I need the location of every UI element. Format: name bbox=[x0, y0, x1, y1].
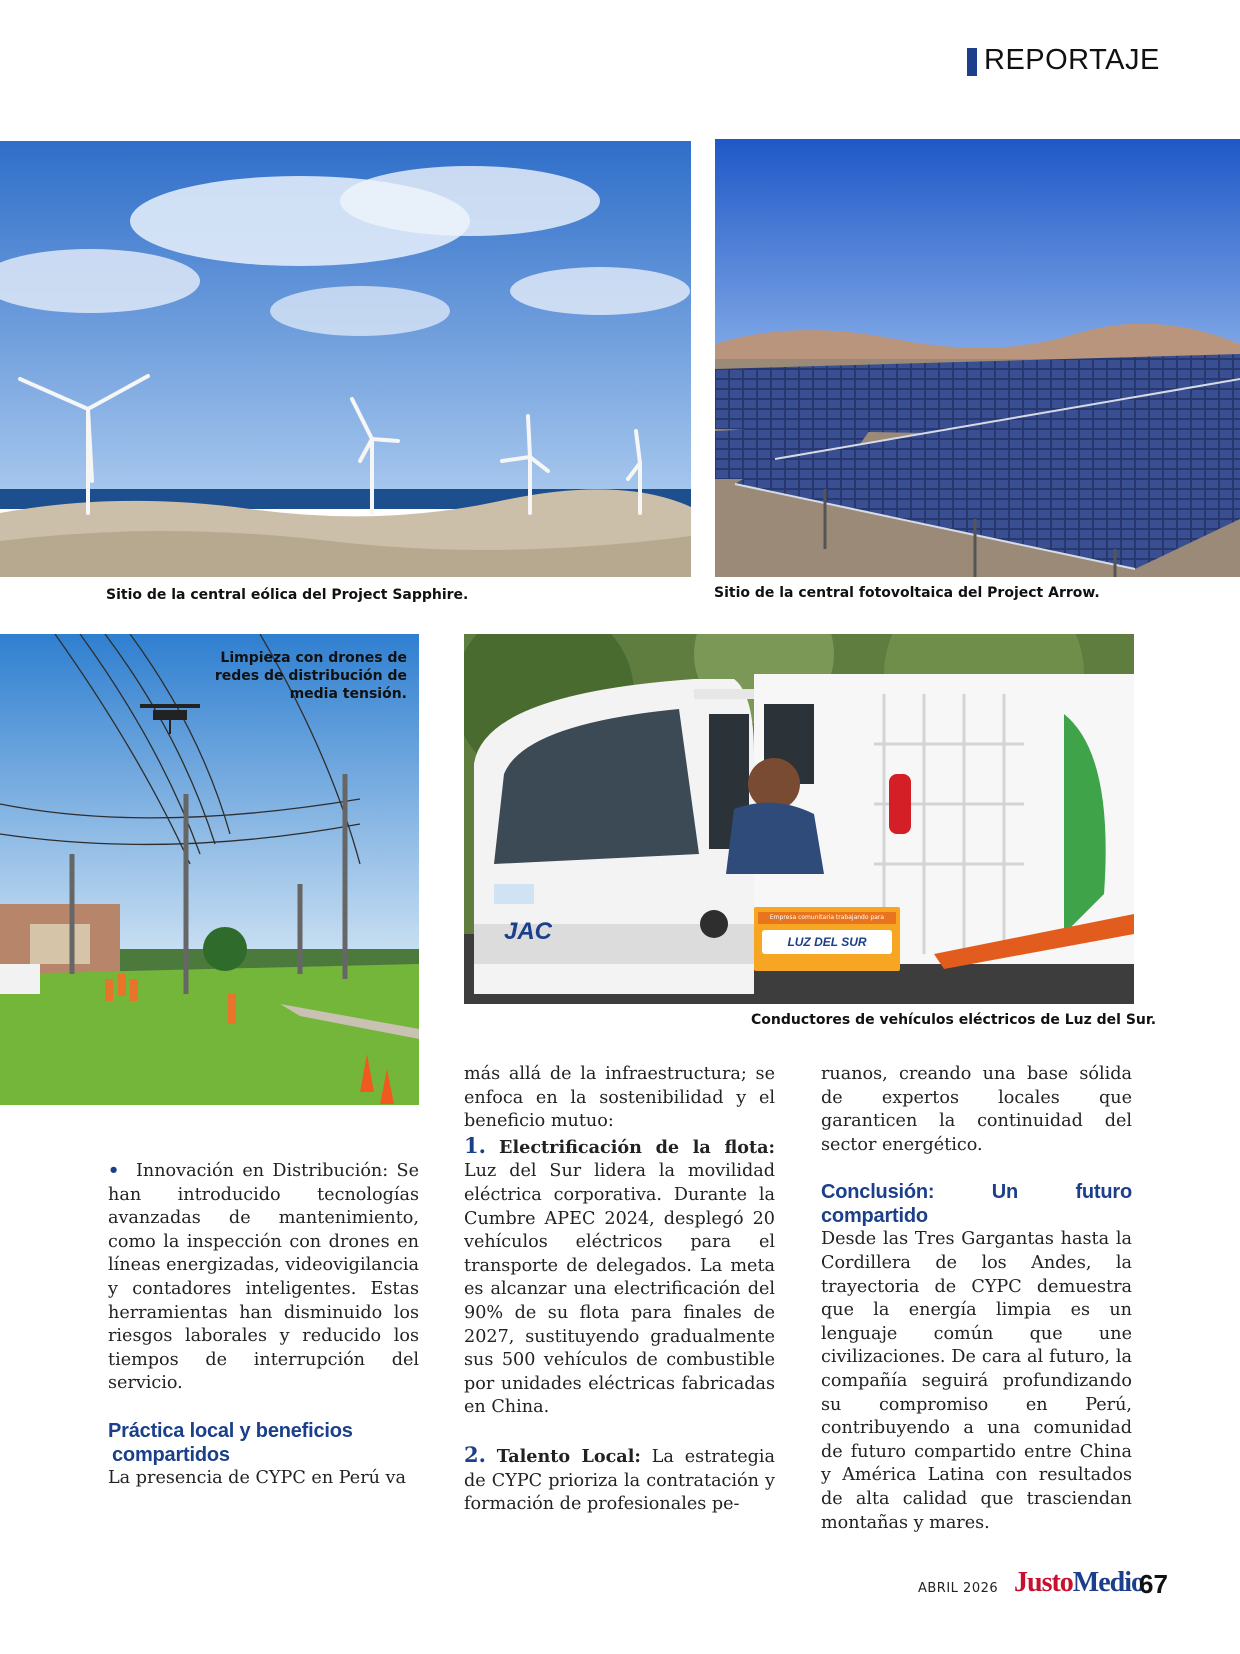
text-column-1 bbox=[108, 1159, 419, 1491]
truck-brand-label: JAC bbox=[504, 918, 553, 945]
drone-cleaning-photo bbox=[0, 634, 419, 1105]
cypc-presence-paragraph: La presencia de CYPC en Perú va bbox=[108, 1467, 406, 1488]
local-practice-heading bbox=[108, 1419, 419, 1467]
heading-line: compartidos bbox=[112, 1443, 230, 1466]
bullet-icon: • bbox=[108, 1160, 120, 1181]
section-label: REPORTAJE bbox=[984, 44, 1160, 76]
brand-part: Medio bbox=[1072, 1567, 1145, 1598]
local-experts-paragraph: ruanos, creando una base sólida de expertos locales que garanticen la continuidad del sector energético. bbox=[821, 1064, 1132, 1155]
heading-line: Práctica local y beneficios bbox=[108, 1419, 353, 1442]
drone-photo-caption bbox=[200, 649, 407, 703]
conclusion-paragraph: Desde las Tres Gargantas hasta la Cordillera de los Andes, la trayectoria de CYPC demuestra que la energía limpia es un lenguaje común que une civilizaciones. De cara al futuro, la compañía seguirá profundizando su compromiso en Perú, contribuyendo a una comunidad de futuro compartido entre China y América Latina con resultados de alta calidad que trasciendan montañas y mares. bbox=[821, 1229, 1132, 1533]
item-text: La estrategia de CYPC prioriza la contratación y formación de profesionales pe- bbox=[464, 1446, 776, 1515]
brand-part: Justo bbox=[1014, 1567, 1073, 1598]
luz-del-sur-logo: LUZ DEL SUR bbox=[762, 930, 892, 954]
page-number: 67 bbox=[1139, 1569, 1168, 1599]
distribution-innovation-paragraph bbox=[108, 1159, 419, 1396]
drone-caption-line: Limpieza con drones de bbox=[220, 650, 407, 666]
solar-farm-photo bbox=[715, 139, 1240, 577]
distribution-innovation-text: Innovación en Distribución: Se han introducido tecnologías avanzadas de mantenimiento, como la inspección con drones en líneas energizadas, videovigilancia y contadores inteligentes. Estas herramientas han disminuido los riesgos laborales y reducido los tiempos de interrupción del servicio. bbox=[108, 1161, 419, 1394]
local-talent-item bbox=[464, 1443, 775, 1517]
issue-date: ABRIL 2026 bbox=[918, 1581, 999, 1596]
text-column-2 bbox=[464, 1063, 775, 1517]
sustainability-intro-paragraph: más allá de la infraestructura; se enfoca en la sostenibilidad y el beneficio mutuo: bbox=[464, 1064, 775, 1132]
item-title: Talento Local: bbox=[496, 1445, 641, 1467]
luz-del-sur-sticker bbox=[754, 907, 900, 971]
solar-farm-caption: Sitio de la central fotovoltaica del Project Arrow. bbox=[714, 585, 1100, 601]
item-number: 1. bbox=[464, 1132, 486, 1158]
wind-farm-photo bbox=[0, 141, 691, 577]
wind-farm-caption: Sitio de la central eólica del Project Sapphire. bbox=[106, 587, 469, 603]
fleet-electrification-item bbox=[464, 1134, 775, 1420]
item-number: 2. bbox=[464, 1441, 486, 1467]
item-title: Electrificación de la flota: bbox=[499, 1136, 775, 1158]
conclusion-heading: Conclusión: Un futuro compartido bbox=[821, 1181, 1132, 1228]
item-text: Luz del Sur lidera la movilidad eléctrica corporativa. Durante la Cumbre APEC 2024, desplegó 20 vehículos eléctricos para el transporte de delegados. La meta es alcanzar una electrificación del 90% de su flota para finales de 2027, sustituyendo gradualmente sus 500 vehículos de combustible por unidades eléctricas fabricadas en China. bbox=[464, 1161, 775, 1418]
electric-truck-photo bbox=[464, 634, 1134, 1004]
sticker-small-text: Empresa comunitaria trabajando para bbox=[758, 912, 896, 924]
drone-caption-line: media tensión. bbox=[289, 686, 407, 702]
magazine-logo bbox=[1014, 1567, 1144, 1599]
text-column-3 bbox=[821, 1063, 1132, 1535]
drone-caption-line: redes de distribución de bbox=[214, 668, 407, 684]
electric-truck-caption: Conductores de vehículos eléctricos de Luz del Sur. bbox=[751, 1012, 1157, 1028]
section-marker bbox=[967, 48, 977, 76]
